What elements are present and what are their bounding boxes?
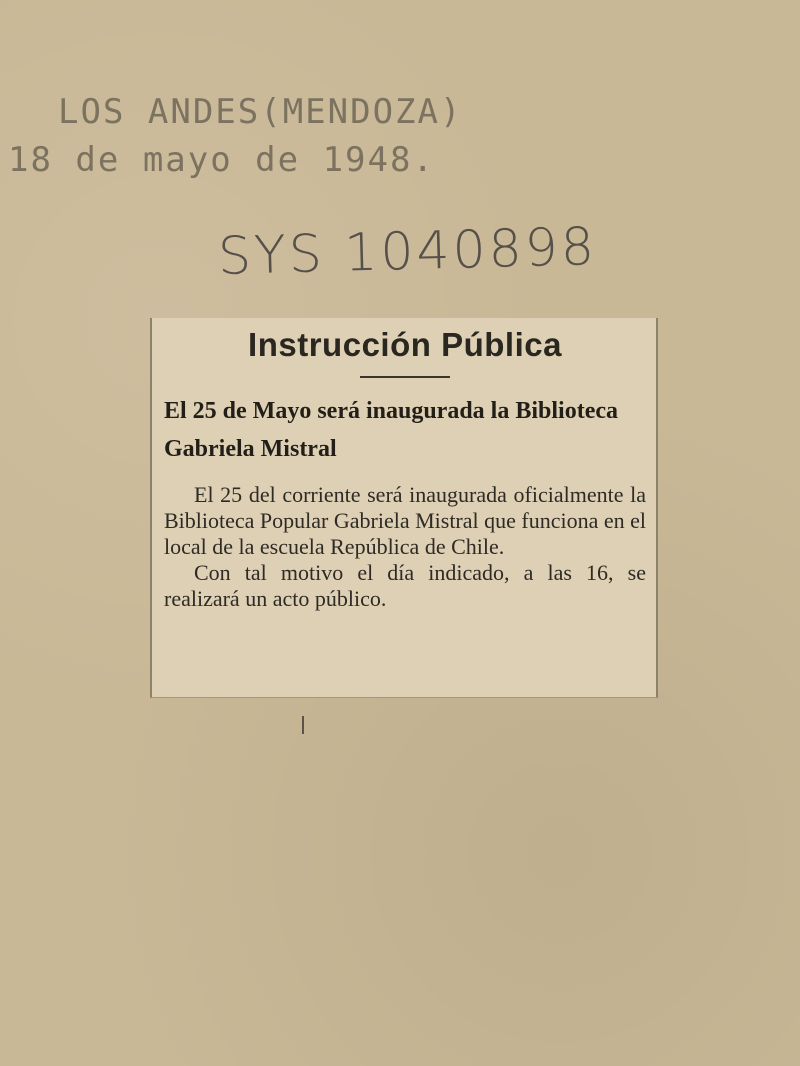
article-headline: El 25 de Mayo será inaugurada la Biblioteca Gabriela Mistral: [164, 398, 619, 462]
article-paragraph-2: Con tal motivo el día indicado, a las 16, se realizará un acto público.: [164, 560, 646, 611]
article-paragraph-1: El 25 del corriente será inaugurada oficialmente la Biblioteca Popular Gabriela Mistral que funciona en el local de la escuela República de Chile.: [164, 482, 647, 559]
title-rule: [360, 376, 450, 378]
catalog-number: SYS 1040898: [217, 217, 598, 287]
section-title: Instrucción Pública: [248, 326, 562, 363]
date-annotation: 18 de mayo de 1948.: [8, 140, 435, 180]
newspaper-clipping: [150, 318, 658, 698]
source-annotation: LOS ANDES(MENDOZA): [58, 92, 463, 132]
pencil-mark: [302, 716, 304, 734]
